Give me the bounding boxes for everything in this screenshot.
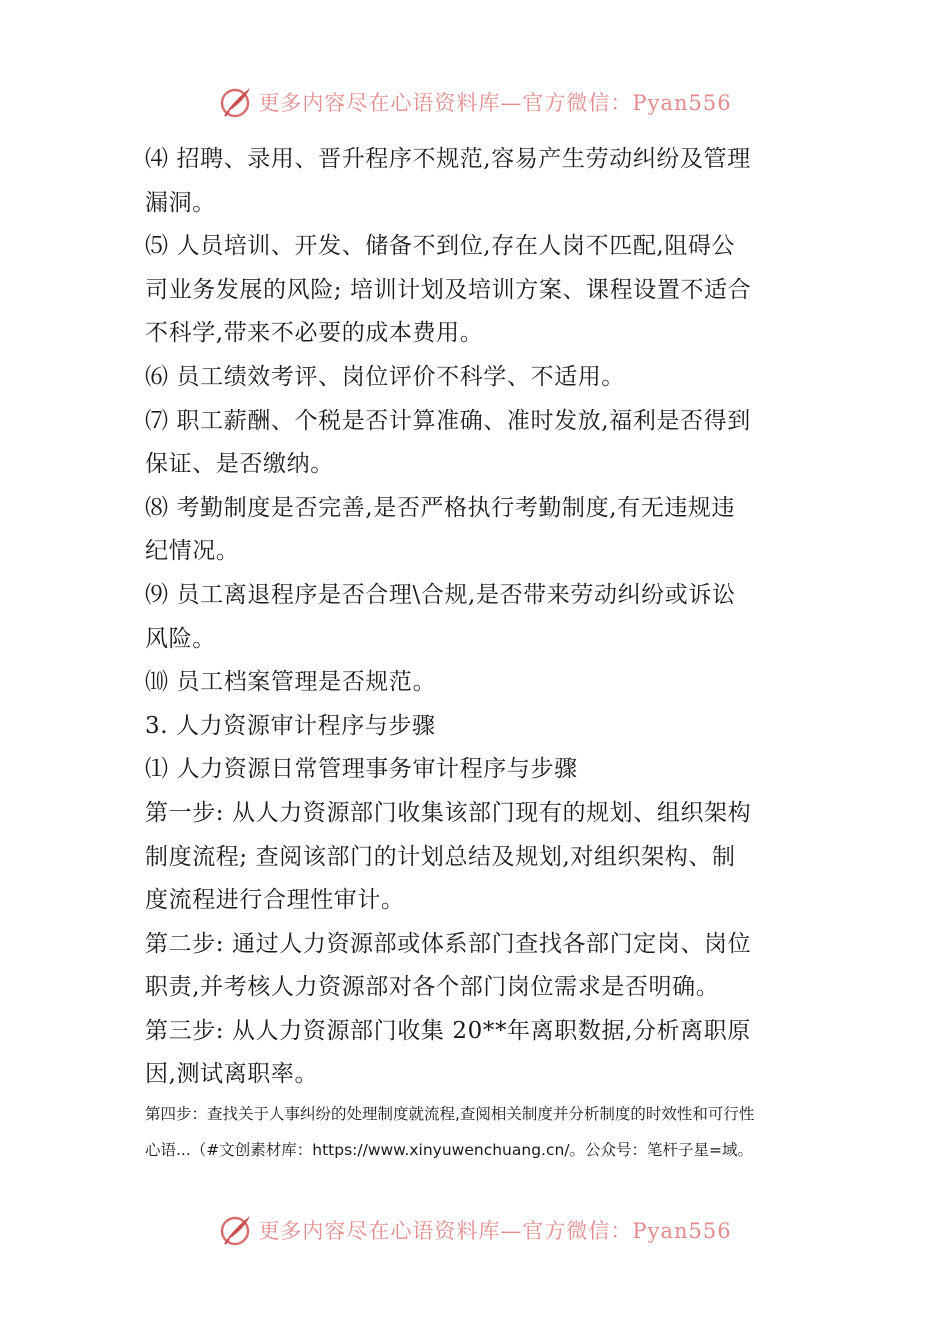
watermark-footer xyxy=(0,1210,950,1250)
text-line: ⑻ 考勤制度是否完善,是否严格执行考勤制度,有无违规违 xyxy=(145,494,736,521)
text-line: 度流程进行合理性审计。 xyxy=(145,887,405,914)
text-line: 第三步: 从人力资源部门收集 20**年离职数据,分析离职原 xyxy=(145,1017,751,1044)
text-line: 因,测试离职率。 xyxy=(145,1061,319,1088)
text-line: 保证、是否缴纳。 xyxy=(145,451,334,478)
watermark-header xyxy=(0,82,950,122)
text-line: 司业务发展的风险; 培训计划及培训方案、课程设置不适合 xyxy=(145,276,752,303)
text-line: ⑷ 招聘、录用、晋升程序不规范,容易产生劳动纠纷及管理 xyxy=(145,146,751,172)
quill-logo-icon xyxy=(218,84,254,120)
text-line: 第二步: 通过人力资源部或体系部门查找各部门定岗、岗位 xyxy=(145,930,752,957)
text-line: ⑼ 员工离退程序是否合理\合规,是否带来劳动纠纷或诉讼 xyxy=(145,581,736,608)
text-line: 漏洞。 xyxy=(145,189,216,216)
text-line: ⑸ 人员培训、开发、储备不到位,存在人岗不匹配,阻碍公 xyxy=(145,233,736,260)
text-line: 第一步: 从人力资源部门收集该部门现有的规划、组织架构 xyxy=(145,799,752,826)
watermark-text: 更多内容尽在心语资料库—官方微信：Pyan556 xyxy=(258,91,732,115)
text-line: 制度流程; 查阅该部门的计划总结及规划,对组织架构、制 xyxy=(145,843,736,870)
quill-logo-icon xyxy=(218,1212,254,1248)
document-body xyxy=(145,138,815,1097)
source-note-line: 心语...（#文创素材库：https://www.xinyuwenchuang.cn/。公众号：笔杆子星=域。 xyxy=(145,1141,754,1159)
subsection-heading: ⑴ 人力资源日常管理事务审计程序与步骤 xyxy=(145,756,578,783)
text-line: 不科学,带来不必要的成本费用。 xyxy=(145,320,484,347)
watermark-text: 更多内容尽在心语资料库—官方微信：Pyan556 xyxy=(258,1219,732,1243)
step-four-line: 第四步：查找关于人事纠纷的处理制度就流程,查阅相关制度并分析制度的时效性和可行性 xyxy=(145,1105,755,1123)
text-line: 风险。 xyxy=(145,625,216,652)
text-line: ⑺ 职工薪酬、个税是否计算准确、准时发放,福利是否得到 xyxy=(145,407,751,434)
text-line: ⑽ 员工档案管理是否规范。 xyxy=(145,669,437,696)
text-line: 职责,并考核人力资源部对各个部门岗位需求是否明确。 xyxy=(145,974,720,1001)
text-line: 纪情况。 xyxy=(145,538,240,565)
text-line: ⑹ 员工绩效考评、岗位评价不科学、不适用。 xyxy=(145,363,625,390)
section-heading: 3. 人力资源审计程序与步骤 xyxy=(145,712,436,739)
